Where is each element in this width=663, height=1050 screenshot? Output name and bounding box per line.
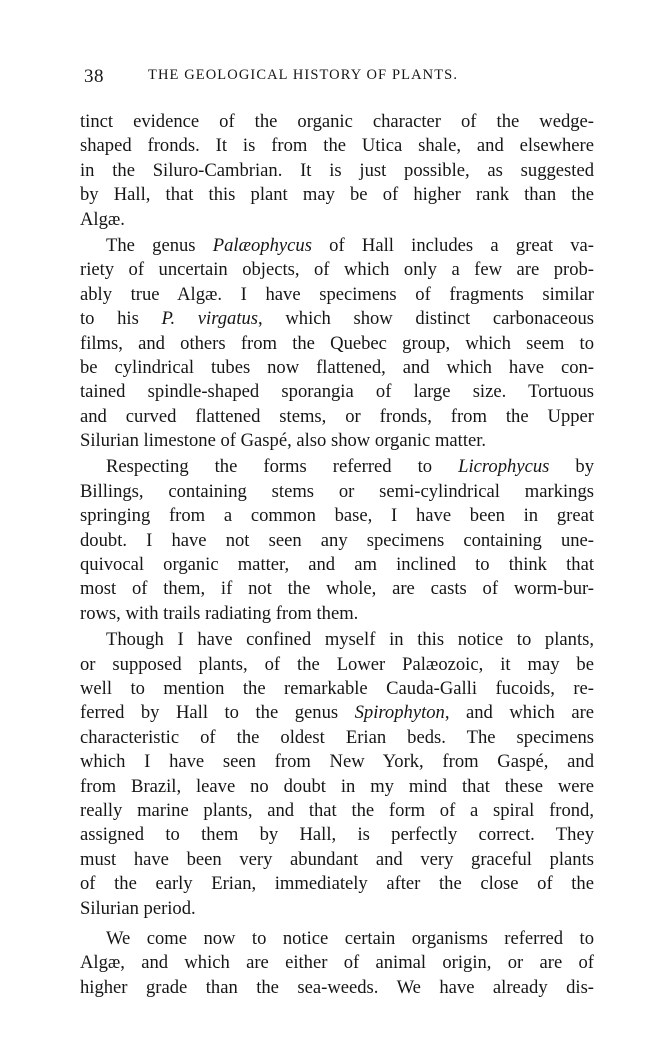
text-line: Algæ, and which are either of animal origin, or are of	[80, 952, 594, 974]
text-line: The genus Palæophycus of Hall includes a great va-	[106, 234, 594, 256]
body-text	[80, 110, 594, 1000]
text-line: which I have seen from New York, from Gaspé, and	[80, 751, 594, 773]
text-line: ferred by Hall to the genus Spirophyton, and which are	[80, 702, 595, 724]
text-line: tained spindle-shaped sporangia of large size. Tortuous	[80, 381, 594, 403]
page-number: 38	[84, 66, 104, 87]
text-line: doubt. I have not seen any specimens containing une-	[80, 529, 594, 551]
taxon-name: P. virgatus	[161, 308, 259, 330]
text-line: Billings, containing stems or semi-cylindrical markings	[80, 480, 594, 502]
text-line: in the Siluro-Cambrian. It is just possible, as suggested	[80, 159, 594, 181]
text-line: shaped fronds. It is from the Utica shale, and elsewhere	[80, 135, 594, 157]
text-line: of the early Erian, immediately after the close of the	[80, 873, 594, 895]
text-line: from Brazil, leave no doubt in my mind that these were	[80, 775, 594, 797]
text-line: be cylindrical tubes now flattened, and which have con-	[80, 356, 594, 378]
text-line: films, and others from the Quebec group, which seem to	[80, 332, 594, 354]
paragraph-4	[80, 628, 594, 921]
text-line: springing from a common base, I have been in great	[80, 505, 594, 527]
taxon-name: Spirophyton	[354, 702, 445, 724]
text-line: riety of uncertain objects, of which only a few are prob-	[80, 259, 594, 281]
taxon-name: Palæophycus	[212, 234, 312, 256]
text-line: We come now to notice certain organisms referred to	[106, 927, 594, 949]
page-header	[80, 64, 596, 88]
text-line: Though I have confined myself in this notice to plants,	[106, 629, 594, 651]
text-line: and curved flattened stems, or fronds, from the Upper	[80, 405, 594, 427]
text-line: Respecting the forms referred to Licrophycus by	[106, 456, 594, 478]
text-line: assigned to them by Hall, is perfectly correct. They	[80, 824, 594, 846]
text-line: ably true Algæ. I have specimens of fragments similar	[80, 283, 594, 305]
text-line: tinct evidence of the organic character of the wedge-	[80, 111, 594, 132]
running-head: THE GEOLOGICAL HISTORY OF PLANTS.	[148, 67, 459, 83]
text-line: to his P. virgatus, which show distinct carbonaceous	[80, 308, 594, 330]
text-line: well to mention the remarkable Cauda-Galli fucoids, re-	[80, 677, 594, 699]
taxon-name: Licrophycus	[458, 456, 550, 478]
text-line: characteristic of the oldest Erian beds. The specimens	[80, 726, 594, 748]
text-line: rows, with trails radiating from them.	[80, 602, 359, 624]
paragraph-3	[80, 455, 594, 626]
paragraph-5	[80, 927, 594, 1000]
text-line: Algæ.	[80, 208, 125, 230]
text-line: Silurian period.	[80, 897, 196, 919]
text-line: really marine plants, and that the form of a spiral frond,	[80, 799, 594, 821]
text-line: quivocal organic matter, and am inclined to think that	[80, 554, 594, 576]
text-line: most of them, if not the whole, are casts of worm-bur-	[80, 578, 594, 600]
text-line: by Hall, that this plant may be of higher rank than the	[80, 184, 594, 206]
text-line: Silurian limestone of Gaspé, also show organic matter.	[80, 430, 487, 452]
paragraph-1	[80, 110, 594, 232]
text-line: must have been very abundant and very graceful plants	[80, 848, 594, 870]
paragraph-2	[80, 234, 594, 454]
text-line: or supposed plants, of the Lower Palæozoic, it may be	[80, 653, 594, 675]
text-line: higher grade than the sea-weeds. We have already dis-	[80, 976, 594, 998]
